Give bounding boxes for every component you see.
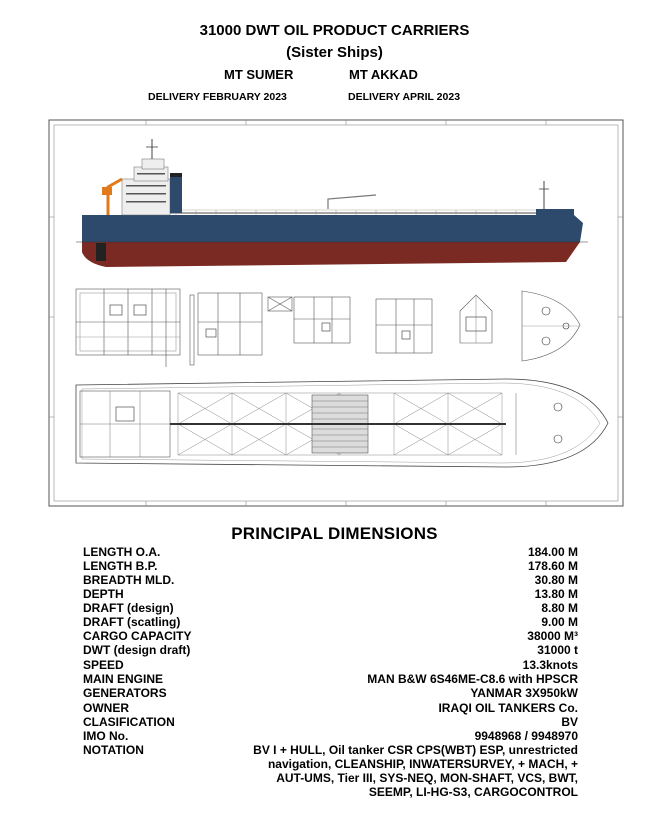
ship-name-1: MT SUMER xyxy=(224,67,294,82)
notation-line-4: SEEMP, LI-HG-S3, CARGOCONTROL xyxy=(368,785,578,799)
dimension-label: SPEED xyxy=(83,658,124,672)
dimension-label: DRAFT (scatling) xyxy=(83,615,181,629)
dimension-value: MAN B&W 6S46ME-C8.6 with HPSCR xyxy=(367,672,578,686)
dimension-label: OWNER xyxy=(83,701,129,715)
notation-line-1: BV I + HULL, Oil tanker CSR CPS(WBT) ESP, unrestricted xyxy=(253,743,578,757)
dimension-value: IRAQI OIL TANKERS Co. xyxy=(438,701,578,715)
dimension-value: 8.80 M xyxy=(541,601,578,615)
dimension-label: DRAFT (design) xyxy=(83,601,174,615)
dimension-value: 9.00 M xyxy=(541,615,578,629)
dimension-value: 9948968 / 9948970 xyxy=(474,729,578,743)
dimension-value: 178.60 M xyxy=(527,559,578,573)
dimension-label: CLASIFICATION xyxy=(83,715,175,729)
dimension-label: BREADTH MLD. xyxy=(83,573,175,587)
dimension-label: NOTATION xyxy=(83,743,144,757)
delivery-date-2: DELIVERY APRIL 2023 xyxy=(348,91,461,103)
notation-line-2: navigation, CLEANSHIP, INWATERSURVEY, + MACH, + xyxy=(267,757,578,771)
dimension-label: DWT (design draft) xyxy=(83,643,191,657)
dimension-label: GENERATORS xyxy=(83,686,167,700)
notation-line-3: AUT-UMS, Tier III, SYS-NEQ, MON-SHAFT, VCS, BWT, xyxy=(276,771,578,785)
delivery-date-1: DELIVERY FEBRUARY 2023 xyxy=(148,91,287,103)
dimension-value: 13.80 M xyxy=(534,587,578,601)
dimension-value: 31000 t xyxy=(537,643,578,657)
principal-dimensions-heading: PRINCIPAL DIMENSIONS xyxy=(231,524,438,543)
dimension-label: IMO No. xyxy=(83,729,129,743)
general-arrangement-drawing xyxy=(46,117,626,509)
page-title: 31000 DWT OIL PRODUCT CARRIERS xyxy=(199,22,470,39)
dimension-value: 38000 M³ xyxy=(527,629,578,643)
dimension-label: LENGTH B.P. xyxy=(83,559,158,573)
dimension-label: DEPTH xyxy=(83,587,124,601)
dimension-value: 184.00 M xyxy=(527,545,578,559)
page-subtitle: (Sister Ships) xyxy=(286,44,383,61)
dimension-label: LENGTH O.A. xyxy=(83,545,161,559)
dimension-value: BV xyxy=(561,715,578,729)
dimension-value: YANMAR 3X950kW xyxy=(470,686,578,700)
dimension-value: 30.80 M xyxy=(534,573,578,587)
ship-name-2: MT AKKAD xyxy=(349,67,418,82)
dimension-label: MAIN ENGINE xyxy=(83,672,164,686)
dimension-label: CARGO CAPACITY xyxy=(83,629,192,643)
dimension-value: 13.3knots xyxy=(522,658,578,672)
